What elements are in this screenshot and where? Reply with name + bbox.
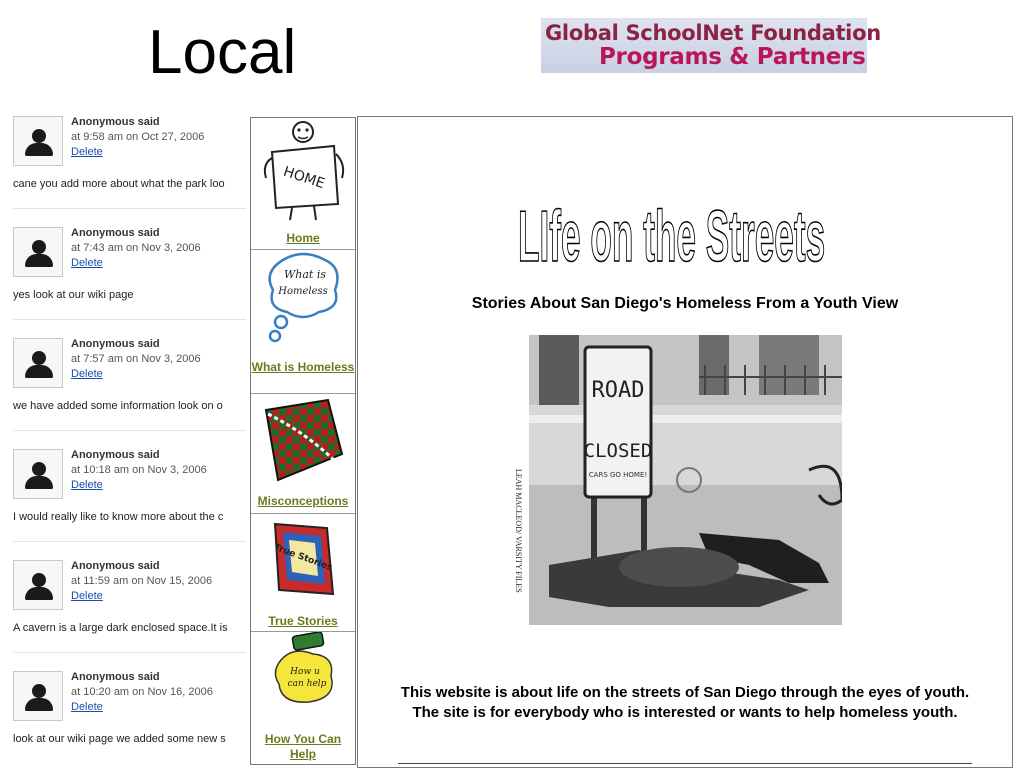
- comment-author: Anonymous said: [71, 449, 160, 461]
- delete-comment-link[interactable]: Delete: [71, 479, 103, 491]
- nav-item-what-is-homeless[interactable]: [251, 250, 355, 394]
- avatar: [13, 116, 63, 166]
- avatar: [13, 449, 63, 499]
- person-with-sign-icon: [258, 118, 348, 222]
- right-edge: [1016, 120, 1024, 760]
- slide-title: Local: [148, 18, 297, 87]
- delete-comment-link[interactable]: Delete: [71, 701, 103, 713]
- site-divider: [398, 763, 972, 764]
- nav-item-how-you-can-help[interactable]: [251, 632, 355, 764]
- avatar: [13, 227, 63, 277]
- nav-item-true-stories[interactable]: [251, 514, 355, 632]
- delete-comment-link[interactable]: Delete: [71, 146, 103, 158]
- comments-list: [0, 108, 250, 768]
- site-title: [518, 181, 858, 271]
- delete-comment-link[interactable]: Delete: [71, 590, 103, 602]
- comment-divider: [13, 652, 246, 653]
- avatar: [13, 671, 63, 721]
- comment-timestamp: at 10:20 am on Nov 16, 2006: [71, 686, 213, 698]
- svg-text:Homeless: Homeless: [278, 286, 328, 297]
- comment-item: [0, 552, 250, 663]
- comment-author: Anonymous said: [71, 560, 160, 572]
- road-closed-photo: [529, 335, 842, 625]
- site-subtitle: Stories About San Diego's Homeless From a Youth View: [471, 295, 899, 312]
- comment-author: Anonymous said: [71, 671, 160, 683]
- nav-label-true-stories[interactable]: True Stories: [268, 614, 338, 628]
- comment-text: yes look at our wiki page: [13, 289, 134, 301]
- nav-item-misconceptions[interactable]: [251, 394, 355, 514]
- comment-divider: [13, 541, 246, 542]
- nav-label-what-is-homeless[interactable]: What is Homeless: [251, 360, 355, 374]
- comment-divider: [13, 319, 246, 320]
- comment-timestamp: at 10:18 am on Nov 3, 2006: [71, 464, 207, 476]
- global-schoolnet-logo: [541, 18, 881, 73]
- svg-text:can help: can help: [287, 679, 327, 689]
- comment-author: Anonymous said: [71, 338, 160, 350]
- comment-author: Anonymous said: [71, 116, 160, 128]
- thought-bubble-icon: [263, 250, 343, 346]
- nav-item-home[interactable]: [251, 118, 355, 250]
- bottle-icon: [263, 632, 343, 712]
- comment-timestamp: at 9:58 am on Oct 27, 2006: [71, 131, 205, 143]
- comment-text: look at our wiki page we added some new s: [13, 733, 226, 745]
- comment-timestamp: at 11:59 am on Nov 15, 2006: [71, 575, 213, 587]
- comment-item: [0, 663, 250, 768]
- logo-line-2: Programs & Partners: [599, 44, 866, 70]
- photo-credit: LEAH MACLEOD/ VARSITY FILES: [514, 469, 523, 593]
- nav-label-misconceptions[interactable]: Misconceptions: [257, 494, 349, 508]
- svg-text:CLOSED: CLOSED: [583, 440, 653, 462]
- comment-text: A cavern is a large dark enclosed space.It is: [13, 622, 228, 634]
- svg-text:How u: How u: [290, 667, 320, 677]
- comment-text: cane you add more about what the park loo: [13, 178, 225, 190]
- nav-label-how-you-can-help[interactable]: How You Can Help: [264, 732, 342, 761]
- site-main-content: [357, 116, 1013, 768]
- svg-text:True Stories: True Stories: [272, 542, 334, 574]
- book-icon: [263, 514, 343, 606]
- logo-line-1: Global SchoolNet Foundation: [545, 21, 881, 45]
- comment-divider: [13, 208, 246, 209]
- delete-comment-link[interactable]: Delete: [71, 257, 103, 269]
- plaid-blanket-icon: [258, 394, 348, 486]
- svg-text:ROAD: ROAD: [591, 378, 645, 403]
- svg-text:What is: What is: [283, 268, 327, 281]
- comment-timestamp: at 7:57 am on Nov 3, 2006: [71, 353, 201, 365]
- comment-author: Anonymous said: [71, 227, 160, 239]
- comment-timestamp: at 7:43 am on Nov 3, 2006: [71, 242, 201, 254]
- site-nav: [250, 117, 356, 765]
- svg-text:CARS GO HOME!: CARS GO HOME!: [588, 471, 648, 479]
- avatar: [13, 560, 63, 610]
- comment-item: [0, 108, 250, 219]
- svg-text:LIfe on the Streets: LIfe on the Streets: [518, 195, 826, 271]
- comment-divider: [13, 430, 246, 431]
- nav-label-home[interactable]: Home: [286, 231, 320, 245]
- comment-text: I would really like to know more about the c: [13, 511, 224, 523]
- avatar: [13, 338, 63, 388]
- site-description: This website is about life on the streets of San Diego through the eyes of youth. The site is for everybody who is interested or wants to help homeless youth.: [400, 684, 970, 721]
- comment-item: [0, 219, 250, 330]
- comment-item: [0, 330, 250, 441]
- svg-text:HOME: HOME: [281, 163, 327, 193]
- comment-item: [0, 441, 250, 552]
- comment-text: we have added some information look on o: [13, 400, 223, 412]
- delete-comment-link[interactable]: Delete: [71, 368, 103, 380]
